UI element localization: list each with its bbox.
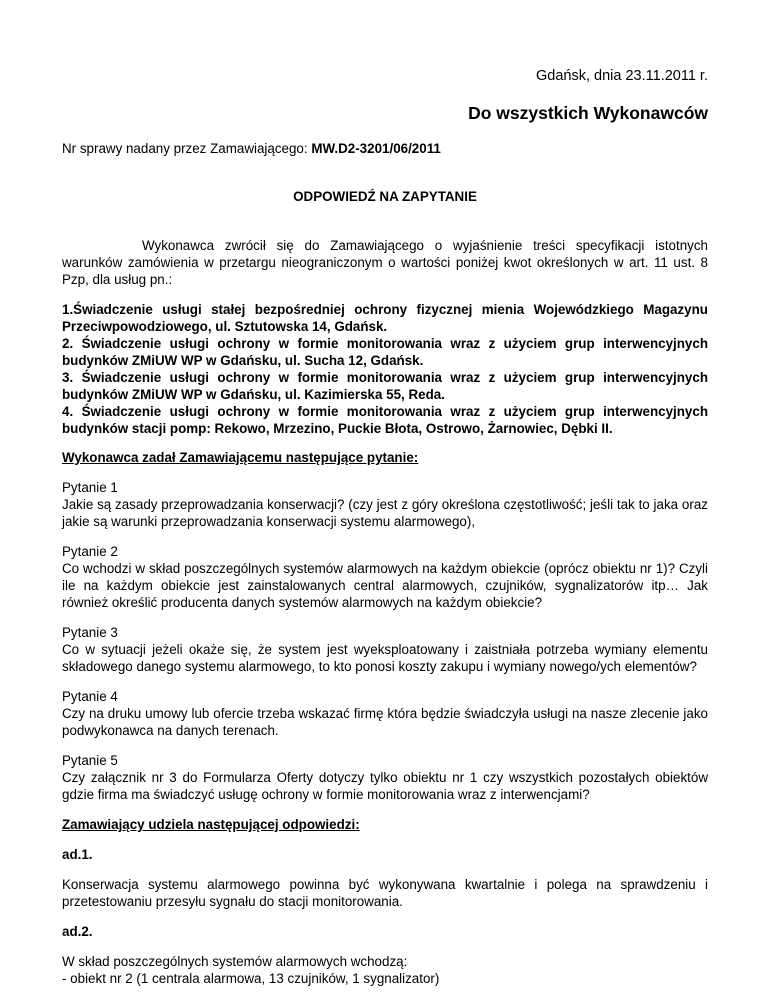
service-item: 4. Świadczenie usługi ochrony w formie monitorowania wraz z użyciem grup interwencyjnych budynków stacji pomp: Rekowo, Mrzezino, Puckie Błota, Ostrowo, Żarnowiec, Dębki II. <box>62 404 708 436</box>
answer-label: ad.1. <box>62 847 93 862</box>
question-text: Czy załącznik nr 3 do Formularza Oferty dotyczy tylko obiektu nr 1 czy wszystkich pozostałych obiektów gdzie firma ma świadczyć usługę ochrony w formie monitorowania wraz z interwencjami? <box>62 770 708 802</box>
question-block <box>62 752 708 803</box>
question-text: Co wchodzi w skład poszczególnych systemów alarmowych na każdym obiekcie (oprócz obiektu nr 1)? Czyli ile na każdym obiekcie jest zainstalowanych central alarmowych, czujników, sygnalizatorów itp… Jak również określić producenta danych systemów alarmowych na każdym obiekcie? <box>62 561 708 610</box>
intro-paragraph: Wykonawca zwrócił się do Zamawiającego o wyjaśnienie treści specyfikacji istotnych warunków zamówienia w przetargu nieograniczonym o wartości poniżej kwot określonych w art. 11 ust. 8 Pzp, dla usług pn.: <box>62 238 708 287</box>
answers-heading: Zamawiający udziela następującej odpowiedzi: <box>62 817 360 832</box>
service-item: 1.Świadczenie usługi stałej bezpośredniej ochrony fizycznej mienia Wojewódzkiego Magazynu Przeciwpowodziowego, ul. Sztutowska 14, Gdańsk. <box>62 302 708 334</box>
case-number-label: Nr sprawy nadany przez Zamawiającego: <box>62 141 312 156</box>
question-label: Pytanie 4 <box>62 689 118 704</box>
document-body <box>62 237 708 987</box>
service-item: 2. Świadczenie usługi ochrony w formie monitorowania wraz z użyciem grup interwencyjnych budynków ZMiUW WP w Gdańsku, ul. Sucha 12, Gdańsk. <box>62 336 708 368</box>
document-title: ODPOWIEDŹ NA ZAPYTANIE <box>293 189 477 204</box>
answer-label: ad.2. <box>62 924 93 939</box>
question-block <box>62 479 708 530</box>
addressee-heading: Do wszystkich Wykonawców <box>468 103 708 123</box>
question-label: Pytanie 5 <box>62 753 118 768</box>
question-text: Czy na druku umowy lub ofercie trzeba wskazać firmę która będzie świadczyła usługi na nasze zlecenie jako podwykonawca na danych terenach. <box>62 706 708 738</box>
place-date: Gdańsk, dnia 23.11.2011 r. <box>536 68 708 84</box>
question-text: Jakie są zasady przeprowadzania konserwacji? (czy jest z góry określona częstotliwość; jeśli tak to jaka oraz jakie są warunki przeprowadzania konserwacji systemu alarmowego), <box>62 497 708 529</box>
question-text: Co w sytuacji jeżeli okaże się, że system jest wyeksploatowany i zaistniała potrzeba wymiany elementu składowego danego systemu alarmowego, to kto ponosi koszty zakupu i wymiany nowego/ych elementów? <box>62 642 708 674</box>
question-block <box>62 543 708 611</box>
questions-heading: Wykonawca zadał Zamawiającemu następujące pytanie: <box>62 450 419 465</box>
question-label: Pytanie 1 <box>62 480 118 495</box>
services-list <box>62 301 708 437</box>
question-label: Pytanie 3 <box>62 625 118 640</box>
case-number-line <box>62 140 441 157</box>
answer-line: - obiekt nr 2 (1 centrala alarmowa, 13 czujników, 1 sygnalizator) <box>62 971 440 986</box>
answer-text <box>62 953 708 987</box>
question-label: Pytanie 2 <box>62 544 118 559</box>
answer-line: W skład poszczególnych systemów alarmowych wchodzą: <box>62 954 408 969</box>
answer-text: Konserwacja systemu alarmowego powinna być wykonywana kwartalnie i polega na sprawdzeniu i przetestowaniu przesyłu sygnału do stacji monitorowania. <box>62 877 708 909</box>
question-block <box>62 624 708 675</box>
service-item: 3. Świadczenie usługi ochrony w formie monitorowania wraz z użyciem grup interwencyjnych budynków ZMiUW WP w Gdańsku, ul. Kazimierska 55, Reda. <box>62 370 708 402</box>
case-number: MW.D2-3201/06/2011 <box>311 141 441 156</box>
question-block <box>62 688 708 739</box>
